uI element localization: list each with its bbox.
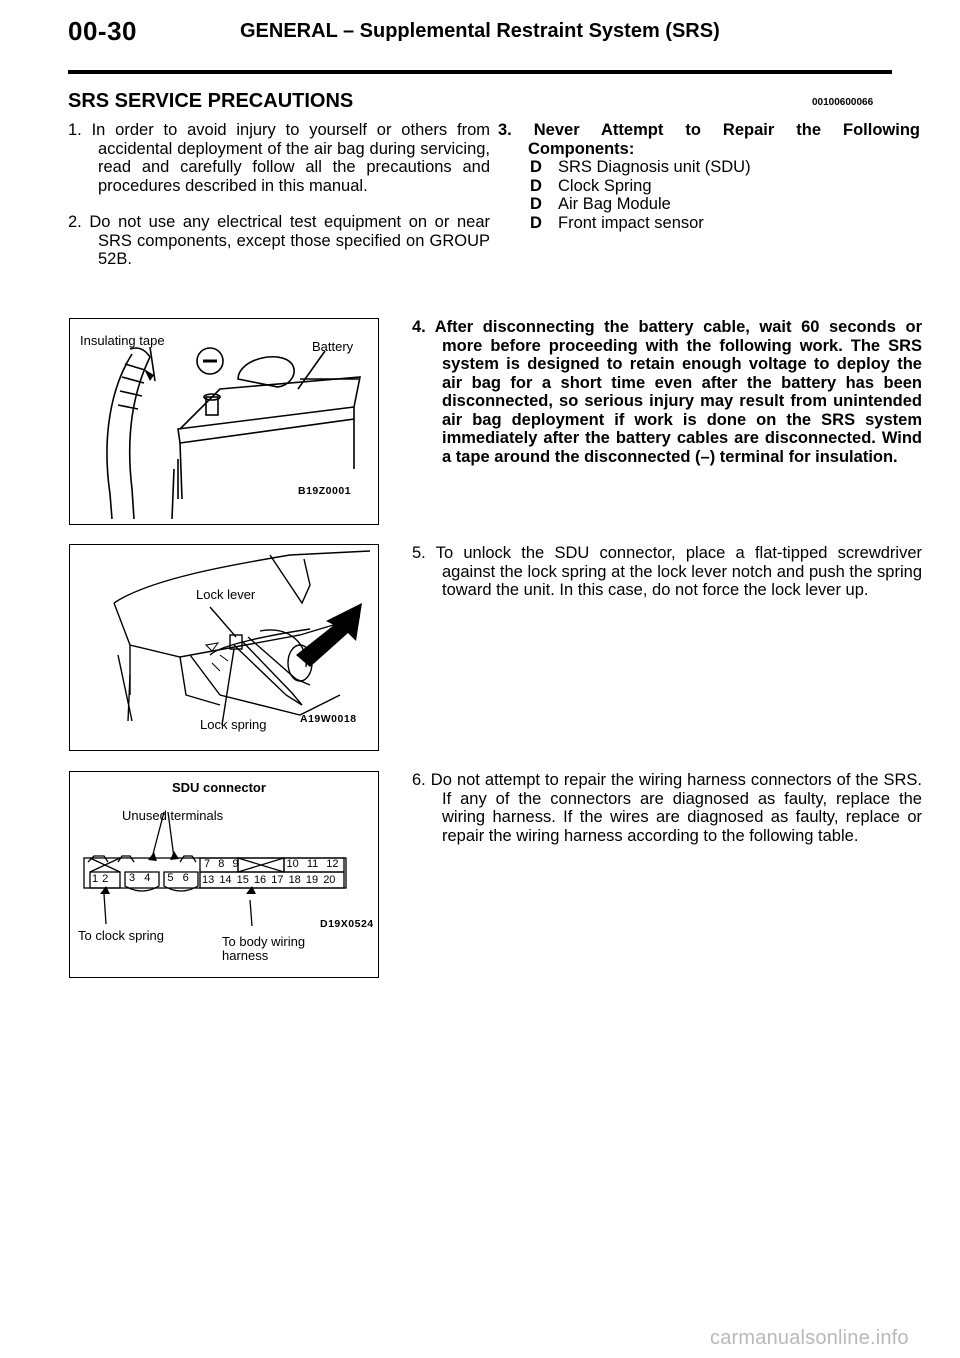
to-clock-spring-label: To clock spring <box>78 928 164 943</box>
precaution-item-1: 1. In order to avoid injury to yourself or others from accidental deployment of the air bag during servicing, read and carefully follow all the precautions and procedures described in this manual. <box>68 121 490 195</box>
battery-label: Battery <box>312 339 354 354</box>
bullet-icon: D <box>530 213 542 232</box>
precaution-item-5: 5. To unlock the SDU connector, place a flat-tipped screwdriver against the lock spring at the lock lever notch and push the spring toward the unit. In this case, do not force the lock lever up. <box>412 544 922 599</box>
component-list-item: D Clock Spring <box>530 176 652 195</box>
sdu-connector-illustration <box>69 771 379 978</box>
page-number: 00-30 <box>68 16 137 46</box>
section-title: SRS SERVICE PRECAUTIONS <box>68 90 354 112</box>
to-body-wiring-label-2: harness <box>222 948 269 963</box>
sdu-lock-illustration <box>69 544 379 751</box>
bullet-icon: D <box>530 176 542 195</box>
pin-group-bottom: 13 14 15 16 17 18 19 20 <box>202 874 336 886</box>
pin-group-left: 12 <box>92 873 113 885</box>
precaution-item-3-heading: 3. Never Attempt to Repair the Following Components: <box>498 121 920 158</box>
component-list-item: D SRS Diagnosis unit (SDU) <box>530 158 751 176</box>
lock-spring-label: Lock spring <box>200 717 267 732</box>
to-body-wiring-label: To body wiring <box>222 934 306 949</box>
figure-id: B19Z0001 <box>298 485 352 497</box>
component-list-item: D Front impact sensor <box>530 213 704 232</box>
component-list <box>498 158 920 232</box>
bullet-icon: D <box>530 158 542 176</box>
watermark: carmanualsonline.info <box>710 1327 909 1349</box>
lock-lever-label: Lock lever <box>196 587 256 602</box>
insulating-tape-label: Insulating tape <box>80 333 165 348</box>
connector-title: SDU connector <box>172 780 266 795</box>
unused-terminals-label: Unused terminals <box>122 808 224 823</box>
header-rule <box>68 70 892 74</box>
pin-group-top: 7 8 9 10 11 12 <box>204 858 339 870</box>
figure-id: A19W0018 <box>300 713 357 725</box>
precaution-item-2: 2. Do not use any electrical test equipment on or near SRS components, except those specified on GROUP 52B. <box>68 213 490 268</box>
component-list-item: D Air Bag Module <box>530 195 671 213</box>
chapter-title: GENERAL – Supplemental Restraint System (SRS) <box>240 20 720 42</box>
pin-group-middle: 3 4 5 6 <box>129 872 189 884</box>
battery-illustration <box>69 318 379 525</box>
bullet-icon: D <box>530 195 542 213</box>
figure-id: D19X0524 <box>320 918 374 930</box>
section-code: 00100600066 <box>812 97 874 108</box>
precaution-item-6: 6. Do not attempt to repair the wiring harness connectors of the SRS. If any of the connectors are diagnosed as faulty, replace the wiring harness. If the wires are diagnosed as faulty, replace or repair the wiring harness according to the following table. <box>412 771 922 845</box>
precaution-item-4: 4. After disconnecting the battery cable, wait 60 seconds or more before proceeding with the following work. The SRS system is designed to retain enough voltage to deploy the air bag for a short time even after the battery has been disconnected, so serious injury may result from unintended air bag deployment if work is done on the SRS system immediately after the battery cables are disconnected. Wind a tape around the disconnected (–) terminal for insulation. <box>412 318 922 466</box>
